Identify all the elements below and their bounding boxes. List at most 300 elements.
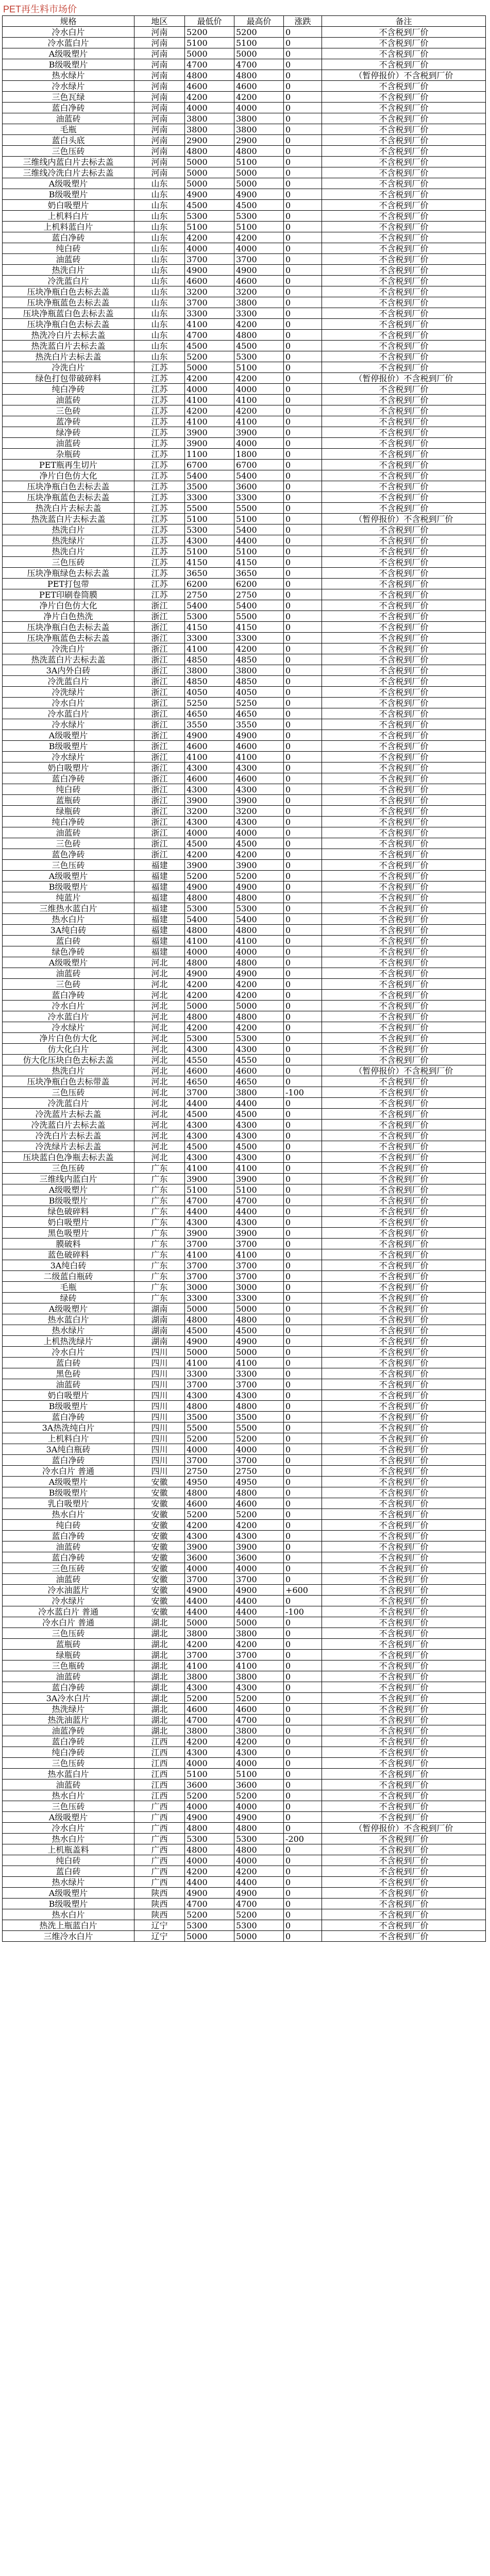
- max-price-cell: 5400: [234, 600, 284, 611]
- table-row: [3, 1098, 486, 1109]
- change-cell: 0: [284, 1152, 322, 1163]
- max-price-cell: 1800: [234, 449, 284, 460]
- remark-cell: 不含税到厂价: [322, 1801, 486, 1812]
- region-cell: 湖北: [134, 1639, 185, 1650]
- remark-cell: 不含税到厂价: [322, 773, 486, 784]
- min-price-cell: 5300: [185, 1920, 234, 1931]
- min-price-cell: 4900: [185, 1585, 234, 1596]
- region-cell: 江西: [134, 1790, 185, 1801]
- min-price-cell: 5250: [185, 698, 234, 708]
- min-price-cell: 5000: [185, 1347, 234, 1358]
- remark-cell: 不含税到厂价: [322, 167, 486, 178]
- region-cell: 河南: [134, 48, 185, 59]
- min-price-cell: 4800: [185, 1401, 234, 1412]
- region-cell: 安徽: [134, 1552, 185, 1563]
- change-cell: 0: [284, 957, 322, 968]
- spec-cell: 热水白片: [3, 914, 134, 925]
- region-cell: 山东: [134, 243, 185, 254]
- table-row: [3, 1747, 486, 1758]
- region-cell: 浙江: [134, 611, 185, 622]
- remark-cell: 不含税到厂价: [322, 849, 486, 860]
- spec-cell: 蓝瓶砖: [3, 1639, 134, 1650]
- max-price-cell: 4400: [234, 1596, 284, 1606]
- table-row: [3, 1487, 486, 1498]
- change-cell: -200: [284, 1834, 322, 1844]
- table-row: [3, 405, 486, 416]
- table-row: [3, 1455, 486, 1466]
- table-row: [3, 124, 486, 135]
- table-row: [3, 297, 486, 308]
- change-cell: 0: [284, 698, 322, 708]
- min-price-cell: 4600: [185, 1498, 234, 1509]
- table-row: [3, 265, 486, 276]
- remark-cell: 不含税到厂价: [322, 1877, 486, 1888]
- max-price-cell: 4800: [234, 70, 284, 81]
- table-row: [3, 622, 486, 633]
- max-price-cell: 4400: [234, 1606, 284, 1617]
- region-cell: 浙江: [134, 676, 185, 687]
- change-cell: 0: [284, 232, 322, 243]
- spec-cell: 蓝瓶砖: [3, 795, 134, 806]
- spec-cell: 绿净砖: [3, 427, 134, 438]
- min-price-cell: 5200: [185, 1433, 234, 1444]
- table-row: [3, 1920, 486, 1931]
- region-cell: 浙江: [134, 827, 185, 838]
- max-price-cell: 3000: [234, 1282, 284, 1293]
- table-row: [3, 449, 486, 460]
- table-row: [3, 730, 486, 741]
- table-row: [3, 1163, 486, 1174]
- table-row: [3, 113, 486, 124]
- min-price-cell: 3000: [185, 1282, 234, 1293]
- spec-cell: B级吸塑片: [3, 1195, 134, 1206]
- spec-cell: 热洗白片: [3, 1065, 134, 1076]
- change-cell: 0: [284, 1498, 322, 1509]
- max-price-cell: 4300: [234, 762, 284, 773]
- spec-cell: 蓝白净砖: [3, 103, 134, 113]
- region-cell: 浙江: [134, 665, 185, 676]
- max-price-cell: 4300: [234, 1531, 284, 1541]
- min-price-cell: 5300: [185, 524, 234, 535]
- table-row: [3, 492, 486, 503]
- min-price-cell: 4650: [185, 1076, 234, 1087]
- spec-cell: 热洗油蓝片: [3, 1715, 134, 1725]
- table-row: [3, 1715, 486, 1725]
- change-cell: 0: [284, 600, 322, 611]
- remark-cell: 不含税到厂价: [322, 405, 486, 416]
- region-cell: 浙江: [134, 719, 185, 730]
- max-price-cell: 5300: [234, 903, 284, 914]
- remark-cell: 不含税到厂价: [322, 222, 486, 232]
- spec-cell: B级吸塑片: [3, 59, 134, 70]
- table-row: [3, 1855, 486, 1866]
- max-price-cell: 4900: [234, 882, 284, 892]
- remark-cell: 不含税到厂价: [322, 1228, 486, 1239]
- remark-cell: 不含税到厂价: [322, 546, 486, 557]
- min-price-cell: 4900: [185, 730, 234, 741]
- table-row: [3, 687, 486, 698]
- table-row: [3, 103, 486, 113]
- change-cell: 0: [284, 167, 322, 178]
- max-price-cell: 4200: [234, 849, 284, 860]
- spec-cell: 纯蓝片: [3, 892, 134, 903]
- min-price-cell: 6200: [185, 579, 234, 589]
- remark-cell: 不含税到厂价: [322, 1141, 486, 1152]
- region-cell: 浙江: [134, 654, 185, 665]
- table-row: [3, 254, 486, 265]
- change-cell: 0: [284, 979, 322, 990]
- spec-cell: B级吸塑片: [3, 1487, 134, 1498]
- remark-cell: 不含税到厂价: [322, 189, 486, 200]
- max-price-cell: 4300: [234, 1217, 284, 1228]
- min-price-cell: 5400: [185, 470, 234, 481]
- region-cell: 湖北: [134, 1682, 185, 1693]
- table-row: [3, 1639, 486, 1650]
- table-row: [3, 1725, 486, 1736]
- change-cell: 0: [284, 27, 322, 38]
- change-cell: 0: [284, 1055, 322, 1065]
- spec-cell: 三色压砖: [3, 1628, 134, 1639]
- region-cell: 江苏: [134, 524, 185, 535]
- spec-cell: 毛瓶: [3, 124, 134, 135]
- min-price-cell: 2750: [185, 1466, 234, 1477]
- table-row: [3, 1531, 486, 1541]
- region-cell: 安徽: [134, 1606, 185, 1617]
- table-row: [3, 871, 486, 882]
- change-cell: 0: [284, 449, 322, 460]
- table-row: [3, 481, 486, 492]
- spec-cell: 3A纯白瓶砖: [3, 1444, 134, 1455]
- spec-cell: 热水白片: [3, 1790, 134, 1801]
- min-price-cell: 4600: [185, 741, 234, 752]
- spec-cell: 冷水蓝白片: [3, 1011, 134, 1022]
- max-price-cell: 5100: [234, 38, 284, 48]
- max-price-cell: 5100: [234, 157, 284, 167]
- region-cell: 河北: [134, 1087, 185, 1098]
- region-cell: 山东: [134, 297, 185, 308]
- remark-cell: 不含税到厂价: [322, 1596, 486, 1606]
- spec-cell: 黑色砖: [3, 1368, 134, 1379]
- table-row: [3, 1368, 486, 1379]
- max-price-cell: 2900: [234, 135, 284, 146]
- min-price-cell: 4800: [185, 1011, 234, 1022]
- min-price-cell: 4500: [185, 1141, 234, 1152]
- remark-cell: 不含税到厂价: [322, 1184, 486, 1195]
- max-price-cell: 4100: [234, 752, 284, 762]
- spec-cell: 油蓝净砖: [3, 1725, 134, 1736]
- region-cell: 浙江: [134, 838, 185, 849]
- table-row: [3, 1520, 486, 1531]
- spec-cell: A级吸塑片: [3, 1477, 134, 1487]
- col-header-max-price: 最高价: [234, 16, 284, 27]
- remark-cell: 不含税到厂价: [322, 470, 486, 481]
- min-price-cell: 4500: [185, 341, 234, 351]
- region-cell: 四川: [134, 1466, 185, 1477]
- region-cell: 河南: [134, 167, 185, 178]
- region-cell: 福建: [134, 903, 185, 914]
- change-cell: 0: [284, 1228, 322, 1239]
- spec-cell: 冷洗蓝白片去标去盖: [3, 1120, 134, 1130]
- change-cell: 0: [284, 1520, 322, 1531]
- spec-cell: 油蓝砖: [3, 1574, 134, 1585]
- min-price-cell: 4200: [185, 92, 234, 103]
- table-row: [3, 838, 486, 849]
- spec-cell: 压块蓝白色净瓶去标去盖: [3, 1152, 134, 1163]
- change-cell: 0: [284, 416, 322, 427]
- remark-cell: 不含税到厂价: [322, 622, 486, 633]
- max-price-cell: 4000: [234, 1855, 284, 1866]
- min-price-cell: 4900: [185, 1812, 234, 1823]
- table-row: [3, 59, 486, 70]
- min-price-cell: 3900: [185, 795, 234, 806]
- min-price-cell: 5400: [185, 914, 234, 925]
- remark-cell: （暂停报价）不含税到厂价: [322, 1065, 486, 1076]
- spec-cell: 毛瓶: [3, 1282, 134, 1293]
- spec-cell: 蓝色净砖: [3, 849, 134, 860]
- region-cell: 广西: [134, 1834, 185, 1844]
- spec-cell: 绿色打包带破碎料: [3, 373, 134, 384]
- change-cell: 0: [284, 579, 322, 589]
- min-price-cell: 5000: [185, 1303, 234, 1314]
- table-row: [3, 1174, 486, 1184]
- max-price-cell: 5200: [234, 1433, 284, 1444]
- min-price-cell: 3300: [185, 1293, 234, 1303]
- spec-cell: 三色瓶砖: [3, 1660, 134, 1671]
- col-header-remark: 备注: [322, 16, 486, 27]
- max-price-cell: 4800: [234, 892, 284, 903]
- table-row: [3, 222, 486, 232]
- change-cell: 0: [284, 1920, 322, 1931]
- min-price-cell: 4300: [185, 1531, 234, 1541]
- min-price-cell: 3700: [185, 1379, 234, 1390]
- change-cell: 0: [284, 849, 322, 860]
- spec-cell: 蓝净砖: [3, 416, 134, 427]
- min-price-cell: 5200: [185, 27, 234, 38]
- change-cell: 0: [284, 806, 322, 817]
- remark-cell: 不含税到厂价: [322, 1271, 486, 1282]
- change-cell: 0: [284, 135, 322, 146]
- change-cell: 0: [284, 1552, 322, 1563]
- region-cell: 陕西: [134, 1888, 185, 1899]
- change-cell: 0: [284, 741, 322, 752]
- remark-cell: 不含税到厂价: [322, 1909, 486, 1920]
- region-cell: 福建: [134, 914, 185, 925]
- region-cell: 江苏: [134, 481, 185, 492]
- spec-cell: 蓝白净砖: [3, 773, 134, 784]
- min-price-cell: 4400: [185, 1877, 234, 1888]
- table-row: [3, 1130, 486, 1141]
- remark-cell: 不含税到厂价: [322, 276, 486, 286]
- min-price-cell: 4000: [185, 103, 234, 113]
- max-price-cell: 4800: [234, 330, 284, 341]
- max-price-cell: 4300: [234, 1682, 284, 1693]
- remark-cell: 不含税到厂价: [322, 1888, 486, 1899]
- spec-cell: 热水蓝白片: [3, 1769, 134, 1780]
- remark-cell: 不含税到厂价: [322, 1033, 486, 1044]
- min-price-cell: 4800: [185, 1823, 234, 1834]
- min-price-cell: 4200: [185, 1736, 234, 1747]
- change-cell: 0: [284, 1022, 322, 1033]
- max-price-cell: 3700: [234, 1260, 284, 1271]
- max-price-cell: 4600: [234, 741, 284, 752]
- min-price-cell: 4700: [185, 1715, 234, 1725]
- change-cell: 0: [284, 665, 322, 676]
- change-cell: 0: [284, 1044, 322, 1055]
- max-price-cell: 3800: [234, 297, 284, 308]
- max-price-cell: 4800: [234, 1844, 284, 1855]
- min-price-cell: 4800: [185, 892, 234, 903]
- spec-cell: 油蓝砖: [3, 1541, 134, 1552]
- table-row: [3, 1693, 486, 1704]
- table-row: [3, 1011, 486, 1022]
- table-row: [3, 1552, 486, 1563]
- min-price-cell: 4100: [185, 643, 234, 654]
- change-cell: 0: [284, 427, 322, 438]
- min-price-cell: 4800: [185, 1844, 234, 1855]
- min-price-cell: 4850: [185, 654, 234, 665]
- min-price-cell: 4400: [185, 1606, 234, 1617]
- spec-cell: 热洗白片: [3, 524, 134, 535]
- table-row: [3, 1671, 486, 1682]
- min-price-cell: 3700: [185, 1455, 234, 1466]
- max-price-cell: 5300: [234, 1920, 284, 1931]
- region-cell: 广东: [134, 1195, 185, 1206]
- region-cell: 湖南: [134, 1336, 185, 1347]
- table-row: [3, 1498, 486, 1509]
- region-cell: 江苏: [134, 427, 185, 438]
- table-row: [3, 1325, 486, 1336]
- min-price-cell: 3700: [185, 1087, 234, 1098]
- change-cell: 0: [284, 1693, 322, 1704]
- region-cell: 浙江: [134, 849, 185, 860]
- spec-cell: 冷水白片 普通: [3, 1466, 134, 1477]
- max-price-cell: 5100: [234, 514, 284, 524]
- remark-cell: 不含税到厂价: [322, 1477, 486, 1487]
- spec-cell: 三维热水蓝白片: [3, 903, 134, 914]
- region-cell: 广西: [134, 1855, 185, 1866]
- table-row: [3, 1617, 486, 1628]
- table-row: [3, 1585, 486, 1596]
- change-cell: 0: [284, 589, 322, 600]
- table-row: [3, 752, 486, 762]
- region-cell: 广东: [134, 1206, 185, 1217]
- min-price-cell: 4650: [185, 708, 234, 719]
- remark-cell: 不含税到厂价: [322, 1693, 486, 1704]
- min-price-cell: 4000: [185, 1758, 234, 1769]
- remark-cell: 不含税到厂价: [322, 1120, 486, 1130]
- table-row: [3, 189, 486, 200]
- region-cell: 江苏: [134, 405, 185, 416]
- max-price-cell: 4900: [234, 189, 284, 200]
- max-price-cell: 5500: [234, 503, 284, 514]
- remark-cell: 不含税到厂价: [322, 1780, 486, 1790]
- table-row: [3, 1477, 486, 1487]
- change-cell: -100: [284, 1606, 322, 1617]
- table-row: [3, 1195, 486, 1206]
- min-price-cell: 5300: [185, 1033, 234, 1044]
- spec-cell: 奶白吸塑片: [3, 1217, 134, 1228]
- spec-cell: 油蓝砖: [3, 395, 134, 405]
- region-cell: 河南: [134, 92, 185, 103]
- region-cell: 河南: [134, 38, 185, 48]
- spec-cell: 绿色净砖: [3, 946, 134, 957]
- table-row: [3, 211, 486, 222]
- max-price-cell: 4550: [234, 1055, 284, 1065]
- min-price-cell: 3800: [185, 1671, 234, 1682]
- min-price-cell: 5100: [185, 514, 234, 524]
- min-price-cell: 3700: [185, 1650, 234, 1660]
- min-price-cell: 3800: [185, 665, 234, 676]
- remark-cell: 不含税到厂价: [322, 27, 486, 38]
- table-row: [3, 708, 486, 719]
- region-cell: 山东: [134, 286, 185, 297]
- table-row: [3, 990, 486, 1001]
- min-price-cell: 5200: [185, 1509, 234, 1520]
- table-row: [3, 979, 486, 990]
- min-price-cell: 3700: [185, 1574, 234, 1585]
- max-price-cell: 4200: [234, 990, 284, 1001]
- min-price-cell: 5100: [185, 222, 234, 232]
- change-cell: 0: [284, 1174, 322, 1184]
- max-price-cell: 5300: [234, 1033, 284, 1044]
- change-cell: 0: [284, 1412, 322, 1422]
- max-price-cell: 6700: [234, 460, 284, 470]
- min-price-cell: 4600: [185, 81, 234, 92]
- min-price-cell: 5000: [185, 362, 234, 373]
- min-price-cell: 4100: [185, 752, 234, 762]
- table-row: [3, 1660, 486, 1671]
- remark-cell: 不含税到厂价: [322, 1195, 486, 1206]
- spec-cell: 热洗白片: [3, 546, 134, 557]
- min-price-cell: 3300: [185, 308, 234, 319]
- max-price-cell: 5250: [234, 698, 284, 708]
- region-cell: 河北: [134, 1001, 185, 1011]
- change-cell: 0: [284, 817, 322, 827]
- remark-cell: 不含税到厂价: [322, 654, 486, 665]
- region-cell: 湖北: [134, 1628, 185, 1639]
- spec-cell: 三维线内蓝白片: [3, 1174, 134, 1184]
- change-cell: 0: [284, 1563, 322, 1574]
- change-cell: 0: [284, 1888, 322, 1899]
- max-price-cell: 5000: [234, 178, 284, 189]
- region-cell: 江苏: [134, 470, 185, 481]
- max-price-cell: 3700: [234, 1650, 284, 1660]
- change-cell: 0: [284, 1801, 322, 1812]
- region-cell: 广东: [134, 1184, 185, 1195]
- spec-cell: 冷水绿片: [3, 719, 134, 730]
- change-cell: 0: [284, 990, 322, 1001]
- remark-cell: 不含税到厂价: [322, 1650, 486, 1660]
- table-row: [3, 1033, 486, 1044]
- change-cell: 0: [284, 524, 322, 535]
- min-price-cell: 4800: [185, 925, 234, 936]
- change-cell: 0: [284, 1271, 322, 1282]
- region-cell: 湖南: [134, 1303, 185, 1314]
- change-cell: 0: [284, 1163, 322, 1174]
- spec-cell: 纯白砖: [3, 1855, 134, 1866]
- change-cell: 0: [284, 254, 322, 265]
- remark-cell: （暂停报价）不含税到厂价: [322, 1823, 486, 1834]
- table-row: [3, 1780, 486, 1790]
- region-cell: 福建: [134, 882, 185, 892]
- table-row: [3, 460, 486, 470]
- change-cell: 0: [284, 189, 322, 200]
- max-price-cell: 4300: [234, 1120, 284, 1130]
- spec-cell: 热水白片: [3, 1834, 134, 1844]
- region-cell: 山东: [134, 211, 185, 222]
- region-cell: 河北: [134, 1065, 185, 1076]
- max-price-cell: 3700: [234, 1271, 284, 1282]
